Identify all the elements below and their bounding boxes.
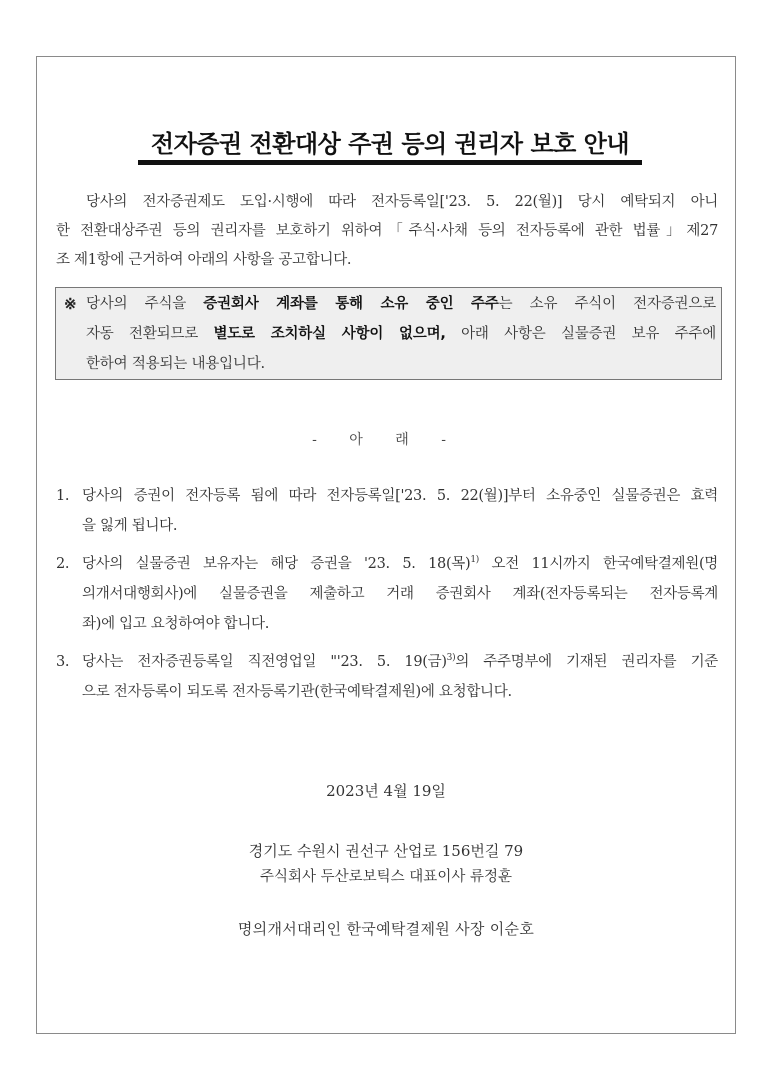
list-item-text-segment: 당사는 전자증권등록일 직전영업일 "'23. 5. 19(금) (82, 654, 447, 670)
list-item-number: 2. (56, 556, 70, 572)
list-item-line: 의개서대행회사)에 실물증권을 제출하고 거래 증권회사 계좌(전자등록되는 전자등록계 (82, 586, 718, 602)
announcement-date: 2023년 4월 19일 (326, 782, 446, 800)
notice-line (86, 289, 716, 319)
notice-line: 한하여 적용되는 내용입니다. (86, 356, 265, 372)
notice-emphasis: 별도로 조치하실 사항이 없으며, (213, 326, 446, 342)
company-info (0, 838, 772, 890)
notice-box (55, 287, 722, 380)
list-item-text-segment: 오전 11시까지 한국예탁결제원(명 (479, 556, 719, 572)
intro-line: 조 제1항에 근거하여 아래의 사항을 공고합니다. (56, 252, 352, 268)
company-address: 경기도 수원시 권선구 산업로 156번길 79 (248, 842, 524, 860)
list-item-body (82, 549, 718, 639)
list-item-line: 당사의 증권이 전자등록 됨에 따라 전자등록일['23. 5. 22(월)]부터 소유중인 실물증권은 효력 (82, 488, 718, 504)
notice-text (86, 289, 716, 379)
footnote-ref: 1) (470, 555, 480, 566)
notice-emphasis: 증권회사 계좌를 통해 소유 중인 주주 (203, 296, 499, 312)
list-item-line (82, 549, 718, 579)
intro-paragraph (56, 188, 718, 275)
section-heading-ara: - 아 래 - (312, 432, 460, 448)
intro-line: 한 전환대상주권 등의 권리자를 보호하기 위하여「주식·사채 등의 전자등록에 관한 법률」제27 (56, 223, 718, 239)
list-item-line: 으로 전자등록이 되도록 전자등록기관(한국예탁결제원)에 요청합니다. (82, 684, 512, 700)
notice-text-segment: 자동 전환되므로 (86, 326, 214, 342)
notice-text-segment: 당사의 주식을 (86, 296, 204, 312)
list-item-body (82, 647, 718, 707)
title-underline (138, 160, 642, 165)
list-item-text-segment: 의 주주명부에 기재된 권리자를 기준 (455, 654, 718, 670)
list-item-line (82, 647, 718, 677)
transfer-agent: 명의개서대리인 한국예탁결제원 사장 이순호 (237, 920, 535, 938)
list-item-body (82, 481, 718, 541)
company-representative: 주식회사 두산로보틱스 대표이사 류정훈 (260, 869, 512, 885)
list-item-number: 3. (56, 654, 70, 670)
intro-line: 당사의 전자증권제도 도입·시행에 따라 전자등록일['23. 5. 22(월)] 당시 예탁되지 아니 (86, 194, 718, 210)
list-item-line: 좌)에 입고 요청하여야 합니다. (82, 616, 270, 632)
notice-text-segment: 아래 사항은 실물증권 보유 주주에 (445, 326, 716, 342)
footnote-ref: 3) (446, 653, 456, 664)
notice-text-segment: 는 소유 주식이 전자증권으로 (498, 296, 716, 312)
reference-mark-icon: ※ (64, 295, 77, 313)
list-item-number: 1. (56, 488, 70, 504)
page-title: 전자증권 전환대상 주권 등의 권리자 보호 안내 (150, 130, 630, 158)
list-item-line: 을 잃게 됩니다. (82, 518, 178, 534)
notice-line (86, 319, 716, 349)
list-item-text-segment: 당사의 실물증권 보유자는 해당 증권을 '23. 5. 18(목) (82, 556, 471, 572)
